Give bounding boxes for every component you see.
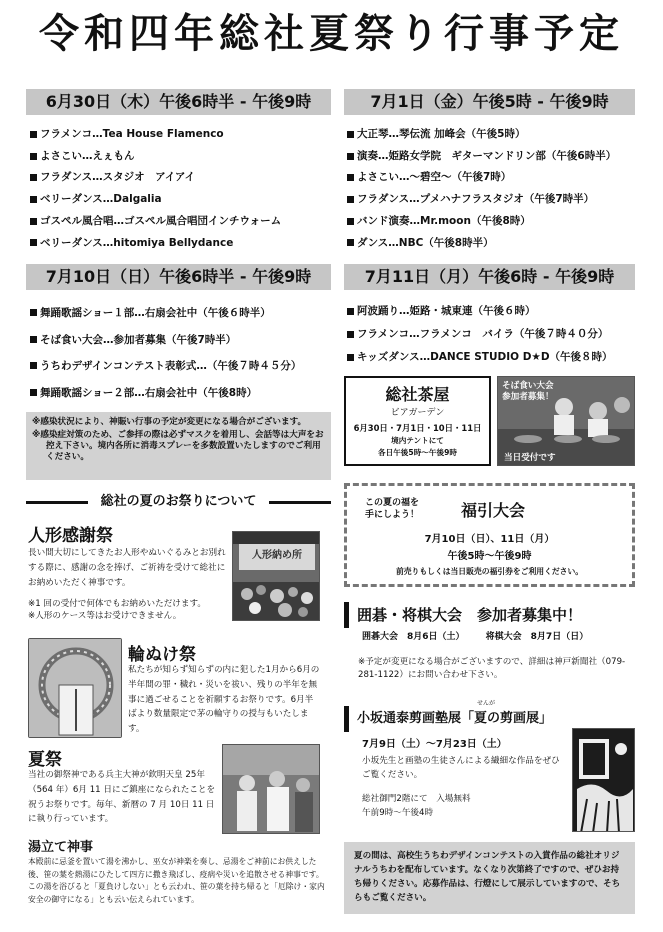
list-item: キッズダンス…DANCE STUDIO D★D（午後８時） xyxy=(347,346,613,369)
uchiwa-note: 夏の間は、高校生うちわデザインコンテストの入賞作品の総社オリジナルうちわを配布しています。なくなり次第終了ですので、ぜひお持ち帰りください。応募作品は、行燈にして展示していますので、そちらもご覧ください。 xyxy=(344,842,635,914)
fukubiki-dates: 7月10日（日）、11日（月） xyxy=(424,534,555,545)
notice-line: ※感染症対策のため、ご参拝の際は必ずマスクを着用し、会話等は大声をお控え下さい。境内各所に消毒スプレーを多数設置いたしますのでご利用ください。 xyxy=(32,430,324,462)
event-list-jul11 xyxy=(347,300,613,369)
senga-dates: 7月9日（土）～7月23日（土） xyxy=(362,739,507,750)
soba-photo-label xyxy=(502,381,554,402)
igo-date: 囲碁大会 8月6日（土） xyxy=(362,632,465,642)
list-item: フラダンス…スタジオ アイアイ xyxy=(30,167,281,189)
fukubiki-note: 前売りもしくは当日販売の福引券をご利用ください。 xyxy=(395,567,584,576)
chaya-hours: 各日午後5時～午後9時 xyxy=(378,447,457,457)
ningyo-notes xyxy=(28,598,228,623)
senga-hours: 午前9時～午後4時 xyxy=(362,807,434,818)
soba-photo xyxy=(497,376,635,466)
natsu-photo xyxy=(222,744,320,834)
list-item: 舞踊歌謡ショー１部…右扇会社中（午後６時半） xyxy=(30,300,301,327)
soba-label-2: 参加者募集！ xyxy=(502,391,554,402)
list-item: ベリーダンス…hitomiya Bellydance xyxy=(30,233,281,255)
list-item: フラダンス…プメハナフラスタジオ（午後7時半） xyxy=(347,189,616,211)
senga-desc: 小坂先生と画塾の生徒さんによる繊細な作品をぜひご覧ください。 xyxy=(362,756,560,780)
wanuke-title: 輪ぬけ祭 xyxy=(128,645,196,665)
about-header-text: 総社の夏のお祭りについて xyxy=(100,494,257,509)
list-item: バンド演奏…Mr.moon（午後8時） xyxy=(347,211,616,233)
ningyo-title: 人形感謝祭 xyxy=(28,526,113,546)
list-item: 阿波踊り…姫路・城東連（午後６時） xyxy=(347,300,613,323)
yudate-title: 湯立て神事 xyxy=(28,840,94,855)
chaya-place: 境内テントにて xyxy=(391,436,444,445)
fukubiki-lead-2: 手にしよう！ xyxy=(365,509,420,520)
goban-dates xyxy=(362,629,606,642)
fukubiki-title: 福引大会 xyxy=(461,501,526,520)
list-item: ベリーダンス…Dalgalia xyxy=(30,189,281,211)
ningyo-note-2: ※人形のケース等はお受けできません。 xyxy=(28,611,182,622)
chaya-title: 総社茶屋 xyxy=(385,385,450,404)
page-title: 令和四年総社夏祭り行事予定 xyxy=(39,11,624,57)
list-item: 演奏…姫路女学院 ギターマンドリン部（午後6時半） xyxy=(347,146,616,168)
natsu-title: 夏祭 xyxy=(28,750,62,770)
fukubiki-hours: 午後5時～午後9時 xyxy=(447,551,532,562)
fukubiki-lead-1: この夏の福を xyxy=(365,498,420,508)
ningyo-note-1: ※1 回の受付で何体でもお納めいただけます。 xyxy=(28,599,206,609)
about-header xyxy=(26,493,331,511)
notice-line: ※感染状況により、神賑い行事の予定が変更になる場合がございます。 xyxy=(32,417,307,427)
ningyo-body: 長い間大切にしてきたお人形やぬいぐるみとお別れする際に、感謝の念を捧げ、ご祈祷を受けて総社にお納めいただく神事です。 xyxy=(28,548,226,588)
list-item: よさこい…～碧空～（午後7時） xyxy=(347,167,616,189)
chaya-box xyxy=(344,376,491,466)
list-item: 大正琴…琴伝流 加峰会（午後5時） xyxy=(347,124,616,146)
goban-note: ※予定が変更になる場合がございますので、詳細は神戸新聞社（079-281-1122）にお問い合わせ下さい。 xyxy=(358,657,626,681)
list-item: フラメンコ…Tea House Flamenco xyxy=(30,124,281,146)
day-header-jun30: 6月30日（木）午後6時半 - 午後9時 xyxy=(26,89,331,115)
chaya-sub: ビアガーデン xyxy=(390,408,445,418)
senga-artwork xyxy=(572,728,635,832)
list-item: よさこい…えぇもん xyxy=(30,146,281,168)
soba-label-1: そば食い大会 xyxy=(502,381,554,391)
shogi-date: 将棋大会 8月7日（日） xyxy=(485,632,589,642)
chaya-dates: 6月30日・7月1日・10日・11日 xyxy=(353,423,482,433)
list-item: ゴスペル風合唱…ゴスペル風合唱団インチウォーム xyxy=(30,211,281,233)
fukubiki-lead xyxy=(365,498,419,521)
event-list-jul10 xyxy=(30,300,301,406)
senga-place-block xyxy=(362,793,471,821)
divider xyxy=(26,501,88,504)
divider xyxy=(269,501,331,504)
day-header-jul1: 7月1日（金）午後5時 - 午後9時 xyxy=(344,89,635,115)
soba-caption: 当日受付です xyxy=(504,453,556,463)
ningyo-photo-sign: 人形納め所 xyxy=(252,550,302,561)
fukubiki-box xyxy=(344,483,635,587)
list-item: ダンス…NBC（午後8時半） xyxy=(347,233,616,255)
event-list-jun30 xyxy=(30,124,281,254)
list-item: フラメンコ…フラメンコ バイラ（午後７時４０分） xyxy=(347,323,613,346)
yudate-body: 本殿前に忌釜を置いて湯を沸かし、巫女が神楽を奏し、忌湯をご神前にお供えした後、笹の葉を熱湯にひたして四方に撒き飛ばし、疫病や災いを追散させる神事です。この湯を浴びると「夏負けしない」とも云われ、笹の葉を持ち帰ると「厄除け・家内安全の御守になる」とも云い伝えられています。 xyxy=(28,857,325,904)
list-item: そば食い大会…参加者募集（午後7時半） xyxy=(30,327,301,354)
day-header-jul11: 7月11日（月）午後6時 - 午後9時 xyxy=(344,264,635,290)
wanuke-photo xyxy=(28,638,122,738)
senga-ruby: せんが xyxy=(477,700,496,707)
event-list-jul1 xyxy=(347,124,616,254)
day-header-jul10: 7月10日（日）午後6時半 - 午後9時 xyxy=(26,264,331,290)
goban-header: 囲碁・将棋大会 参加者募集中！ xyxy=(344,602,635,628)
wanuke-body: 私たちが知らず知らずの内に犯した1月から6月の半年間の罪・穢れ・災いを祓い、残りの半年を無事に過ごせることを祈願するお祭りです。6月半ばより数量限定で茅の輪守りの授与もいたします。 xyxy=(128,665,320,735)
list-item: うちわデザインコンテスト表彰式…（午後７時４５分） xyxy=(30,353,301,380)
natsu-body: 当社の御祭神である兵主大神が欽明天皇 25年（564 年）6月 11 日にご鎮座になられたことを祝うお祭りです。毎年、新暦の 7 月 10日 11 日に執り行っています。 xyxy=(28,770,216,825)
ningyo-photo xyxy=(232,531,320,621)
senga-place: 総社御門2階にて 入場無料 xyxy=(362,794,471,804)
covid-notice xyxy=(26,412,331,480)
list-item: 舞踊歌謡ショー２部…右扇会社中（午後8時） xyxy=(30,380,301,407)
senga-header: 小坂通泰剪画塾展「夏の剪画展」 xyxy=(344,706,635,732)
